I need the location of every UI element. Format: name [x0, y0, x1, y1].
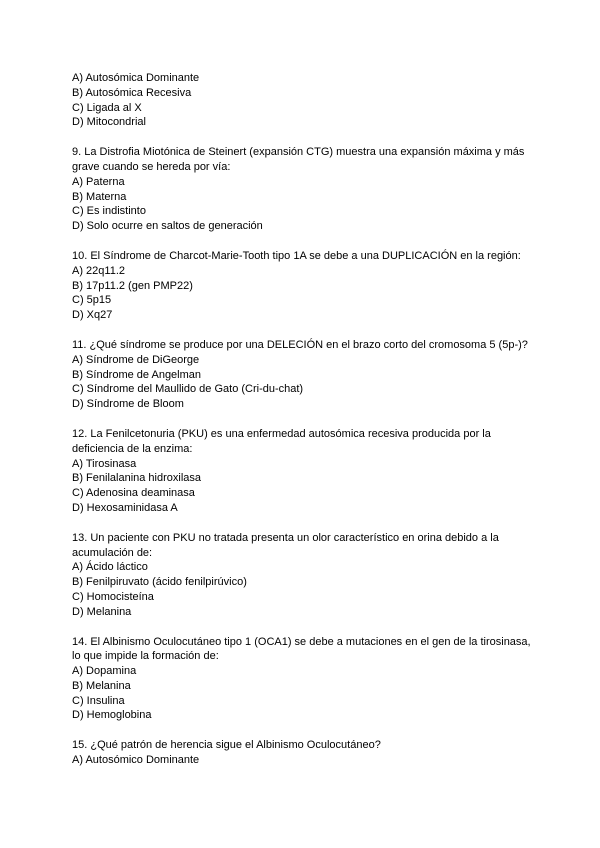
question-text: 11. ¿Qué síndrome se produce por una DELECIÓN en el brazo corto del cromosoma 5 (5p-)? [72, 338, 528, 351]
option-a: A) Dopamina [72, 665, 137, 678]
question-text: 12. La Fenilcetonuria (PKU) es una enfermedad autosómica recesiva producida por la deficiencia de la enzima: [72, 427, 491, 455]
option-d: D) Solo ocurre en saltos de generación [72, 220, 263, 233]
question-block-13 [72, 531, 540, 620]
question-text: 15. ¿Qué patrón de herencia sigue el Albinismo Oculocutáneo? [72, 739, 381, 752]
question-block-10 [72, 249, 540, 323]
option-b: B) 17p11.2 (gen PMP22) [72, 279, 193, 292]
option-d: D) Mitocondrial [72, 116, 146, 129]
option-c: C) 5p15 [72, 294, 112, 307]
option-c: C) Insulina [72, 694, 125, 707]
option-d: D) Hemoglobina [72, 709, 152, 722]
question-text: 13. Un paciente con PKU no tratada presenta un olor característico en orina debido a la acumulación de: [72, 531, 499, 559]
option-c: C) Adenosina deaminasa [72, 487, 195, 500]
question-text: 9. La Distrofia Miotónica de Steinert (expansión CTG) muestra una expansión máxima y más grave cuando se hereda por vía: [72, 146, 525, 173]
option-c: C) Síndrome del Maullido de Gato (Cri-du-chat) [72, 383, 304, 396]
question-block-15 [72, 738, 540, 768]
option-b: B) Materna [72, 190, 127, 203]
option-c: C) Homocisteína [72, 590, 154, 603]
option-a: A) Ácido láctico [72, 561, 148, 574]
option-b: B) Fenilpiruvato (ácido fenilpirúvico) [72, 576, 247, 589]
question-block-11 [72, 338, 540, 412]
option-a: A) Autosómica Dominante [72, 72, 200, 84]
question-block-12 [72, 427, 540, 516]
question-text: 10. El Síndrome de Charcot-Marie-Tooth tipo 1A se debe a una DUPLICACIÓN en la región: [72, 249, 521, 262]
option-a: A) 22q11.2 [72, 264, 126, 277]
option-a: A) Síndrome de DiGeorge [72, 353, 200, 366]
option-c: C) Ligada al X [72, 101, 142, 114]
option-a: A) Autosómico Dominante [72, 754, 200, 767]
question-block-14 [72, 635, 540, 724]
question-block-8 [72, 71, 540, 130]
option-b: B) Fenilalanina hidroxilasa [72, 472, 202, 485]
option-a: A) Tirosinasa [72, 457, 137, 470]
question-text: 14. El Albinismo Oculocutáneo tipo 1 (OCA1) se debe a mutaciones en el gen de la tirosinasa, lo que impide la formación de: [72, 635, 531, 663]
option-b: B) Autosómica Recesiva [72, 86, 192, 99]
option-a: A) Paterna [72, 175, 125, 188]
option-b: B) Melanina [72, 679, 131, 692]
option-d: D) Síndrome de Bloom [72, 398, 184, 411]
option-d: D) Melanina [72, 605, 132, 618]
option-d: D) Hexosaminidasa A [72, 501, 178, 514]
question-block-9 [72, 145, 540, 234]
option-b: B) Síndrome de Angelman [72, 368, 202, 381]
option-c: C) Es indistinto [72, 205, 146, 218]
option-d: D) Xq27 [72, 309, 113, 322]
